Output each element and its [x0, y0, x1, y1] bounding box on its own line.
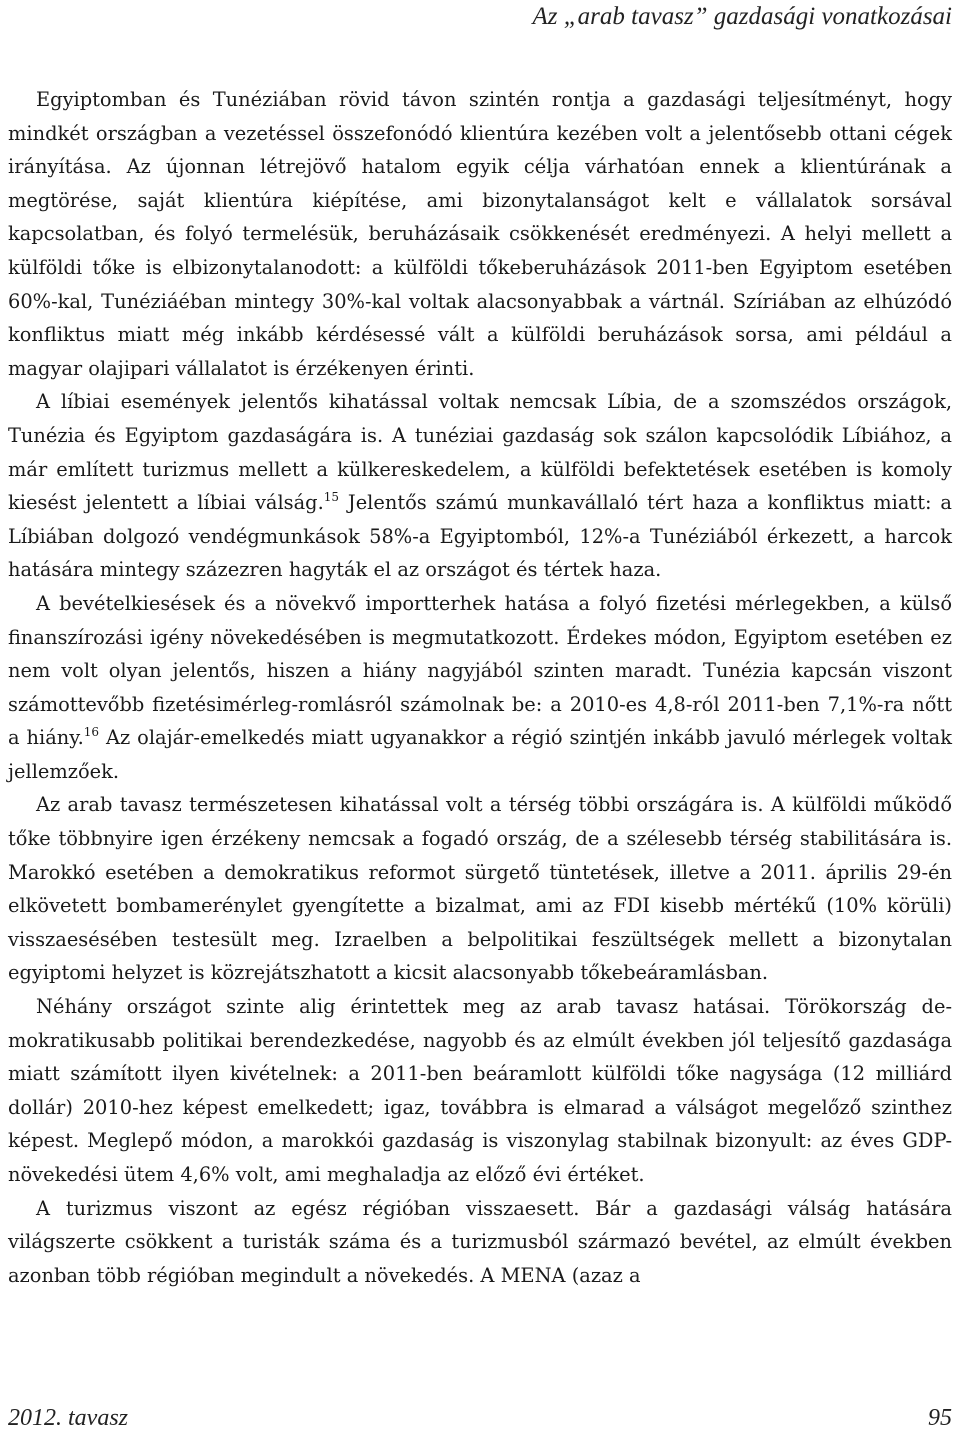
paragraph-text: A turizmus viszont az egész régióban visszaesett. Bár a gazdasági válság hatására világszerte csökkent a turisták száma és a turizmusból származó bevétel, az elmúlt években azonban több régióban megindult a növekedés. A MENA (azaz a — [8, 1196, 952, 1287]
paragraph — [8, 1192, 952, 1293]
paragraph — [8, 83, 952, 385]
paragraph-text: Néhány országot szinte alig érintettek meg az arab tavasz hatásai. Törökország demokratikusabb politikai berendezkedése, nagyobb és az elmúlt években jól teljesítő gazdasága miatt számított ilyen kivételnek: a 2011-ben beáramlott külföldi tőke nagysága (12 milliárd dollár) 2010-hez képest emelkedett; igaz, továbbra is elmarad a válságot megelőző szinthez képest. Meglepő módon, a marokkói gazdaság is viszonylag stabilnak bizonyult: az éves GDP-növekedési ütem 4,6% volt, ami meghaladja az előző évi értéket. — [8, 995, 952, 1186]
paragraph — [8, 587, 952, 789]
footer-issue: 2012. tavasz — [8, 1405, 128, 1431]
paragraph-text: A líbiai események jelentős kihatással voltak nemcsak Líbia, de a szomszédos országok, Tunézia és Egyiptom gazdaságára is. A tunéziai gazdaság sok szálon kapcsolódik Líbiához, a már említett turizmus mellett a külkereskedelem, a külföldi befektetések esetében is komoly kiesést jelentett a líbiai válság. — [8, 390, 952, 515]
paragraph-text: A bevételkiesések és a növekvő importterhek hatása a folyó fizetési mérlegekben, a külső finanszírozási igény növekedésében is megmutatkozott. Érdekes módon, Egyiptom esetében ez nem volt olyan jelentős, hiszen a hiány nagyjából szinten maradt. Tunézia kapcsán viszont számottevőbb fizetésimérleg-romlásról számolnak be: a 2010-es 4,8-ról 2011-ben 7,1%-ra nőtt a hiány. — [8, 591, 952, 750]
paragraph-text-continued: Az olajár-emelkedés miatt ugyanakkor a régió szintjén inkább javuló mérlegek voltak jellemzőek. — [8, 726, 952, 783]
paragraph-text: Az arab tavasz természetesen kihatással volt a térség többi országára is. A külföldi működő tőke többnyire igen érzékeny nemcsak a fogadó ország, de a szélesebb térség stabilitására is. Marokkó esetében a demokratikus reformot sürgető tüntetések, illetve a 2011. április 29-én elkövetett bombamerénylet gyengítette a bizalmat, ami az FDI kisebb mértékű (10% körüli) visszaesésében testesült meg. Izraelben a belpolitikai feszültségek mellett a bizonytalan egyiptomi helyzet is közrejátszhatott a kicsit alacsonyabb tőkebeáramlásban. — [8, 793, 952, 985]
footnote-reference[interactable]: 16 — [83, 725, 100, 740]
running-header-title: Az „arab tavasz” gazdasági vonatkozásai — [532, 3, 952, 30]
paragraph — [8, 788, 952, 990]
paragraph-text-continued: Jelentős számú munkavállaló tért haza a konfliktus miatt: a Líbiában dolgozó vendégmunkások 58%-a Egyiptomból, 12%-a Tunéziából érkezett, a harcok hatására mintegy százezren hagyták el az országot és tértek haza. — [8, 491, 952, 582]
footnote-reference[interactable]: 15 — [323, 490, 340, 505]
paragraph — [8, 990, 952, 1192]
article-body — [8, 83, 952, 1292]
paragraph-text: Egyiptomban és Tunéziában rövid távon szintén rontja a gazdasági teljesítményt, hogy mindkét országban a vezetéssel összefonódó klientúra kezében volt a jelentősebb ottani cégek irányítása. Az újonnan létrejövő hatalom egyik célja várhatóan ennek a klientúrának a megtörése, saját klientúra kiépítése, ami bizonytalanságot kelt e vállalatok sorsával kapcsolatban, és folyó termelésük, beruházásaik csökkenését eredményezi. A helyi mellett a külföldi tőke is elbizonytalanodott: a külföldi tőkeberuházások 2011-ben Egyiptom esetében 60%-kal, Tunéziáéban mintegy 30%-kal voltak alacsonyabbak a vártnál. Szíriában az elhúzódó konfliktus miatt még inkább kérdésessé vált a külföldi beruházások sorsa, ami például a magyar olajipari vállalatot is érzékenyen érinti. — [8, 88, 952, 380]
paragraph — [8, 385, 952, 587]
page-number: 95 — [928, 1405, 952, 1431]
